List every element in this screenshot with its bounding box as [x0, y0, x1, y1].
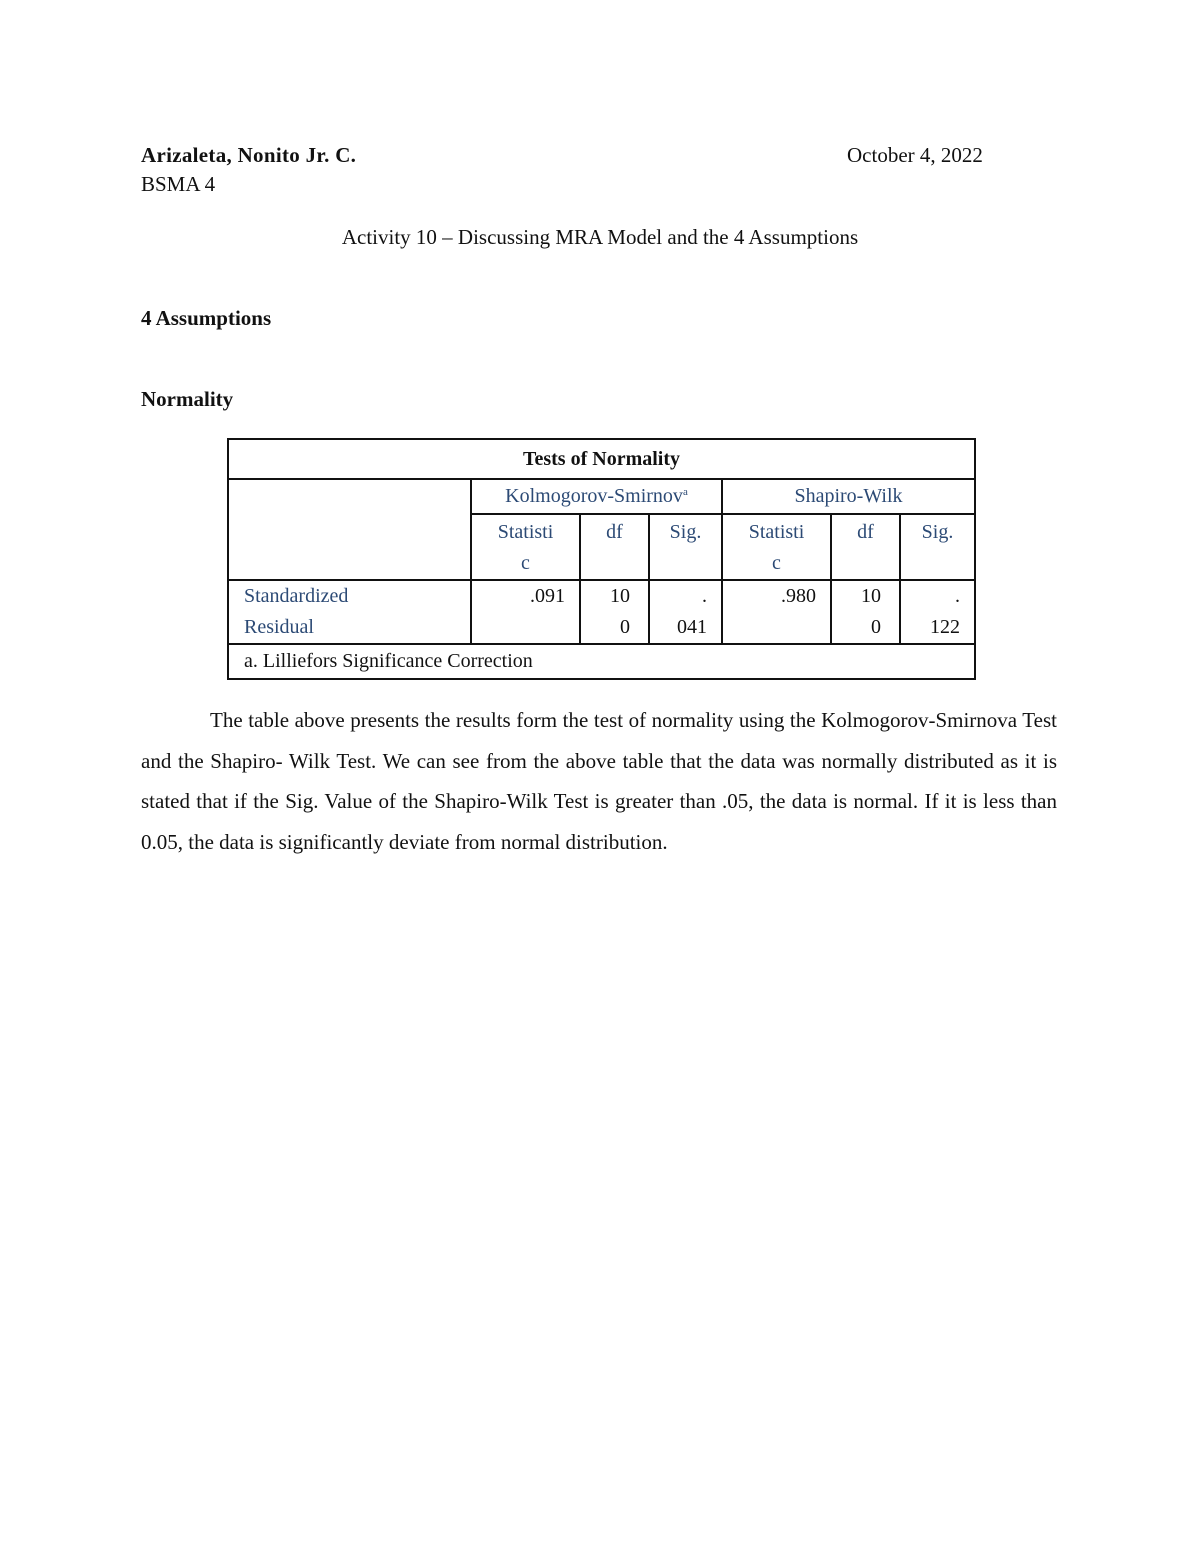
ks-statistic-value: .091	[471, 580, 580, 644]
sw-statistic-value: .980	[722, 580, 831, 644]
subsection-heading: Normality	[141, 387, 234, 411]
document-date: October 4, 2022	[847, 143, 983, 167]
course-section: BSMA 4	[141, 172, 216, 196]
table-row	[228, 580, 975, 644]
author-name: Arizaleta, Nonito Jr. C.	[141, 143, 357, 167]
ks-df-value: 10 0	[580, 580, 649, 644]
paragraph-text: The table above presents the results form the test of normality using the Kolmogorov-Smirnova Test and the Shapiro- Wilk Test. We can see from the above table that the data was normally distributed as it is stated that if the Sig. Value of the Shapiro-Wilk Test is greater than .05, the data is normal. If it is less than 0.05, the data is significantly deviate from normal distribution.	[141, 708, 1057, 854]
table-footnote: a. Lilliefors Significance Correction	[228, 644, 975, 679]
sw-statistic-header: Statisti c	[722, 514, 831, 580]
ks-sig-header: Sig.	[649, 514, 722, 580]
ks-statistic-header: Statisti c	[471, 514, 580, 580]
normality-table	[227, 438, 976, 680]
table-corner-cell	[228, 479, 471, 580]
row-label: Standardized Residual	[228, 580, 471, 644]
ks-footnote-marker: a	[682, 486, 688, 498]
table-caption: Tests of Normality	[228, 439, 975, 479]
sw-group-header: Shapiro-Wilk	[722, 479, 975, 514]
ks-sig-value: . 041	[649, 580, 722, 644]
ks-df-header: df	[580, 514, 649, 580]
sw-df-header: df	[831, 514, 900, 580]
section-heading: 4 Assumptions	[141, 306, 272, 330]
body-paragraph	[141, 700, 1057, 862]
sw-df-value: 10 0	[831, 580, 900, 644]
document-title: Activity 10 – Discussing MRA Model and the 4 Assumptions	[341, 225, 859, 249]
sw-sig-header: Sig.	[900, 514, 975, 580]
ks-group-header: Kolmogorov-Smirnov$^a$	[471, 479, 722, 514]
sw-sig-value: . 122	[900, 580, 975, 644]
